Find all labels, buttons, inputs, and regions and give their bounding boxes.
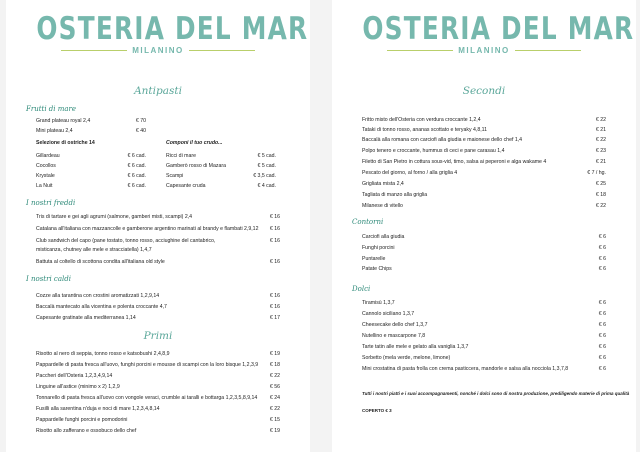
item-name: Gamberò rosso di Mazara bbox=[166, 163, 226, 169]
menu-item bbox=[362, 366, 606, 373]
menu-item bbox=[362, 159, 606, 166]
item-price: € 3,5 cad. bbox=[253, 173, 276, 179]
menu-item bbox=[362, 355, 606, 362]
ostriche-label: Selezione di ostriche 14 bbox=[36, 140, 95, 146]
menu-item bbox=[36, 163, 146, 170]
item-name: Pescato del giorno, al forno / alla griglia 4 bbox=[362, 170, 458, 176]
item-price: € 22 bbox=[269, 406, 280, 412]
item-price: € 6 bbox=[598, 333, 606, 339]
footer-note: Tutti i nostri piatti e i suoi accompagnamenti, nonché i dolci sono di nostra produzione, prediligendo materie di prima qualità bbox=[362, 391, 630, 396]
item-price: € 16 bbox=[269, 293, 280, 299]
menu-item bbox=[36, 238, 280, 245]
menu-item bbox=[362, 300, 606, 307]
item-price: € 16 bbox=[269, 259, 280, 265]
section-title-secondi: Secondi bbox=[462, 85, 506, 97]
menu-item bbox=[36, 226, 280, 233]
menu-page-right bbox=[332, 0, 636, 452]
menu-item bbox=[362, 170, 606, 177]
item-price: € 17 bbox=[269, 315, 280, 321]
item-price: € 6 bbox=[598, 234, 606, 240]
item-price: € 18 bbox=[595, 192, 606, 198]
item-price: € 6 bbox=[598, 322, 606, 328]
item-price: € 22 bbox=[595, 137, 606, 143]
item-price: € 70 bbox=[135, 118, 146, 124]
menu-item bbox=[362, 333, 606, 340]
brand-subtitle: MILANINO bbox=[132, 46, 184, 55]
brand-subtitle-row bbox=[6, 46, 310, 55]
brand-header bbox=[6, 12, 310, 55]
item-price: € 21 bbox=[595, 127, 606, 133]
item-name: Cheesecake dello chef 1,3,7 bbox=[362, 322, 428, 328]
menu-item bbox=[362, 192, 606, 199]
item-name: Milanese di vitello bbox=[362, 203, 403, 209]
item-price: € 15 bbox=[269, 417, 280, 423]
menu-item bbox=[362, 266, 606, 273]
menu-item bbox=[36, 214, 280, 221]
item-price: € 23 bbox=[595, 148, 606, 154]
item-name: Cannolo siciliano 1,3,7 bbox=[362, 311, 415, 317]
item-price: € 6 bbox=[598, 256, 606, 262]
crudi-label: Componi il tuo crudo... bbox=[166, 140, 223, 146]
divider-line bbox=[61, 50, 127, 51]
item-price: € 6 cad. bbox=[127, 163, 146, 169]
item-name: Tiramisù 1,3,7 bbox=[362, 300, 395, 306]
item-name: Linguine all'astice (minimo x 2) 1,2,9 bbox=[36, 384, 120, 390]
item-name: Risotto allo zafferano e ossobuco dello chef bbox=[36, 428, 137, 434]
item-name: Capesante gratinate alla mediterranea 1,14 bbox=[36, 315, 136, 321]
menu-item bbox=[36, 304, 280, 311]
item-name: Tarte tatin alle mele e gelato alla vaniglia 1,3,7 bbox=[362, 344, 469, 350]
item-name: Tagliata di manzo alla griglia bbox=[362, 192, 428, 198]
subsection-title-ostriche bbox=[36, 140, 146, 147]
item-price: € 18 bbox=[269, 362, 280, 368]
item-name: Club sandwich del capo (pane tostato, tonno rosso, acciughine del cantabrico, bbox=[36, 238, 216, 244]
item-name: Baccalà alla romana con carciofi alla giudia e maionese dello chef 1,4 bbox=[362, 137, 523, 143]
item-name: La Nuit bbox=[36, 183, 53, 189]
item-name: Gillardeau bbox=[36, 153, 60, 159]
menu-item bbox=[36, 118, 146, 125]
divider-line bbox=[515, 50, 581, 51]
item-name: Carciofi alla giudia bbox=[362, 234, 405, 240]
brand-title: OSTERIA DEL MAR bbox=[362, 11, 635, 47]
item-price: € 5 cad. bbox=[257, 153, 276, 159]
menu-item bbox=[36, 293, 280, 300]
item-price: € 4 cad. bbox=[257, 183, 276, 189]
item-price: € 16 bbox=[269, 226, 280, 232]
coperto-label: COPERTO € 3 bbox=[362, 408, 392, 413]
item-price: € 16 bbox=[269, 214, 280, 220]
item-price: € 5 cad. bbox=[257, 163, 276, 169]
item-name: Ricci di mare bbox=[166, 153, 196, 159]
item-name: Patate Chips bbox=[362, 266, 392, 272]
item-name: Paccheri dell'Osteria 1,2,3,4,9,14 bbox=[36, 373, 113, 379]
item-price: € 24 bbox=[269, 395, 280, 401]
item-name: Catalana all'italiana con mazzancolle e gamberone argentino marinati al brandy e flambati 2,9,12 bbox=[36, 226, 259, 232]
item-price: € 19 bbox=[269, 428, 280, 434]
menu-item bbox=[362, 322, 606, 329]
brand-header bbox=[332, 12, 636, 55]
item-price: € 25 bbox=[595, 181, 606, 187]
item-price: € 16 bbox=[269, 304, 280, 310]
menu-item bbox=[362, 203, 606, 210]
menu-item bbox=[362, 256, 606, 263]
menu-item bbox=[166, 183, 276, 190]
item-name: Fritto misto dell'Osteria con verdura croccante 1,2,4 bbox=[362, 117, 481, 123]
item-price: € 22 bbox=[269, 373, 280, 379]
menu-item bbox=[36, 315, 280, 322]
brand-subtitle-row bbox=[332, 46, 636, 55]
item-name: Tris di tartare e gei agli agrumi (salmone, gamberi misti, scampi) 2,4 bbox=[36, 214, 193, 220]
item-name: Krystale bbox=[36, 173, 55, 179]
menu-item-continued bbox=[36, 247, 280, 254]
item-name: Grigliata mista 2,4 bbox=[362, 181, 404, 187]
item-name: Puntarelle bbox=[362, 256, 386, 262]
item-name: Tonnarello di pasta fresca all'uovo con vongole veraci, crumble ai taralli e bottarga 1,2,3,5,8,9,14 bbox=[36, 395, 258, 401]
brand-subtitle: MILANINO bbox=[458, 46, 510, 55]
item-price: € 40 bbox=[135, 128, 146, 134]
item-name: Mini crostatina di pasta frolla con crema pasticcera, mandorle e salsa alla nocciola 1,3,7,8 bbox=[362, 366, 569, 372]
menu-item bbox=[36, 183, 146, 190]
menu-item bbox=[362, 245, 606, 252]
menu-item bbox=[36, 351, 280, 358]
item-name: Polpo tenero e croccante, hummus di ceci e pane carasau 1,4 bbox=[362, 148, 505, 154]
menu-item bbox=[362, 234, 606, 241]
menu-item bbox=[36, 395, 280, 402]
item-price: € 6 bbox=[598, 366, 606, 372]
menu-item bbox=[362, 127, 606, 134]
item-name: Grand plateau royal 2,4 bbox=[36, 118, 91, 124]
item-name: Pappardelle funghi porcini e pomodorini bbox=[36, 417, 128, 423]
menu-item bbox=[362, 344, 606, 351]
menu-item bbox=[362, 148, 606, 155]
subsection-title-freddi: I nostri freddi bbox=[26, 199, 76, 207]
brand-title: OSTERIA DEL MAR bbox=[36, 11, 309, 47]
menu-item bbox=[36, 373, 280, 380]
menu-item bbox=[166, 153, 276, 160]
item-name: Pappardelle di pasta fresca all'uovo, funghi porcini e mousse di scampi con la loro bisque 1,2,3,9 bbox=[36, 362, 259, 368]
item-name: Cocollos bbox=[36, 163, 56, 169]
item-price: € 21 bbox=[595, 159, 606, 165]
menu-item bbox=[166, 163, 276, 170]
item-name: Scampi bbox=[166, 173, 184, 179]
menu-item bbox=[36, 406, 280, 413]
menu-item bbox=[362, 117, 606, 124]
item-name: misticanza, chutney alle mele e stracciatella) 1,4,7 bbox=[36, 247, 152, 253]
item-price: € 6 bbox=[598, 300, 606, 306]
item-price: € 6 bbox=[598, 355, 606, 361]
divider-line bbox=[387, 50, 453, 51]
item-name: Mini plateau 2,4 bbox=[36, 128, 73, 134]
item-name: Risotto al nero di seppia, tonno rosso e katsobushi 2,4,8,9 bbox=[36, 351, 170, 357]
item-price: € 16 bbox=[269, 238, 280, 244]
menu-item bbox=[36, 428, 280, 435]
item-price: € 22 bbox=[595, 117, 606, 123]
menu-item bbox=[36, 384, 280, 391]
item-price: € 6 bbox=[598, 311, 606, 317]
menu-item bbox=[36, 259, 280, 266]
item-name: Funghi porcini bbox=[362, 245, 395, 251]
menu-item bbox=[362, 311, 606, 318]
item-name: Filetto di San Pietro in cottura sous-vid, timo, salsa ai peperoni e alga wakame 4 bbox=[362, 159, 547, 165]
item-name: Fusilli alla sarentina n'duja e noci di mare 1,2,3,4,8,14 bbox=[36, 406, 160, 412]
subsection-title-caldi: I nostri caldi bbox=[26, 275, 71, 283]
subsection-title-dolci: Dolci bbox=[352, 285, 371, 293]
menu-item bbox=[362, 137, 606, 144]
item-price: € 22 bbox=[595, 203, 606, 209]
item-name: Sorbetto (mela verde, melone, limone) bbox=[362, 355, 451, 361]
subsection-title-frutti: Frutti di mare bbox=[26, 105, 77, 113]
item-name: Tataki di tonno rosso, ananas scottato e teryaky 4,8,11 bbox=[362, 127, 488, 133]
item-price: € 6 bbox=[598, 266, 606, 272]
item-price: € 6 bbox=[598, 245, 606, 251]
item-name: Capesante cruda bbox=[166, 183, 206, 189]
section-title-antipasti: Antipasti bbox=[134, 85, 182, 97]
menu-item bbox=[36, 153, 146, 160]
item-price: € 56 bbox=[269, 384, 280, 390]
item-name: Nutellino e mascarpone 7,8 bbox=[362, 333, 426, 339]
divider-line bbox=[189, 50, 255, 51]
menu-item bbox=[36, 362, 280, 369]
menu-item bbox=[36, 173, 146, 180]
item-price: € 7 / hg. bbox=[587, 170, 606, 176]
item-name: Baccalà mantecato alla vicentina e polenta croccante 4,7 bbox=[36, 304, 167, 310]
subsection-title-crudi bbox=[166, 140, 276, 147]
item-price: € 6 bbox=[598, 344, 606, 350]
menu-item bbox=[166, 173, 276, 180]
item-price: € 6 cad. bbox=[127, 153, 146, 159]
subsection-title-contorni: Contorni bbox=[352, 218, 384, 226]
item-price: € 19 bbox=[269, 351, 280, 357]
item-price: € 6 cad. bbox=[127, 183, 146, 189]
item-name: Cozze alla tarantina con crostini aromatizzati 1,2,9,14 bbox=[36, 293, 160, 299]
menu-item bbox=[36, 128, 146, 135]
section-title-primi: Primi bbox=[143, 330, 173, 342]
item-name: Battuta al coltello di scottona condita all'italiana old style bbox=[36, 259, 165, 265]
menu-page-left bbox=[6, 0, 310, 452]
item-price: € 6 cad. bbox=[127, 173, 146, 179]
menu-item bbox=[36, 417, 280, 424]
menu-item bbox=[362, 181, 606, 188]
